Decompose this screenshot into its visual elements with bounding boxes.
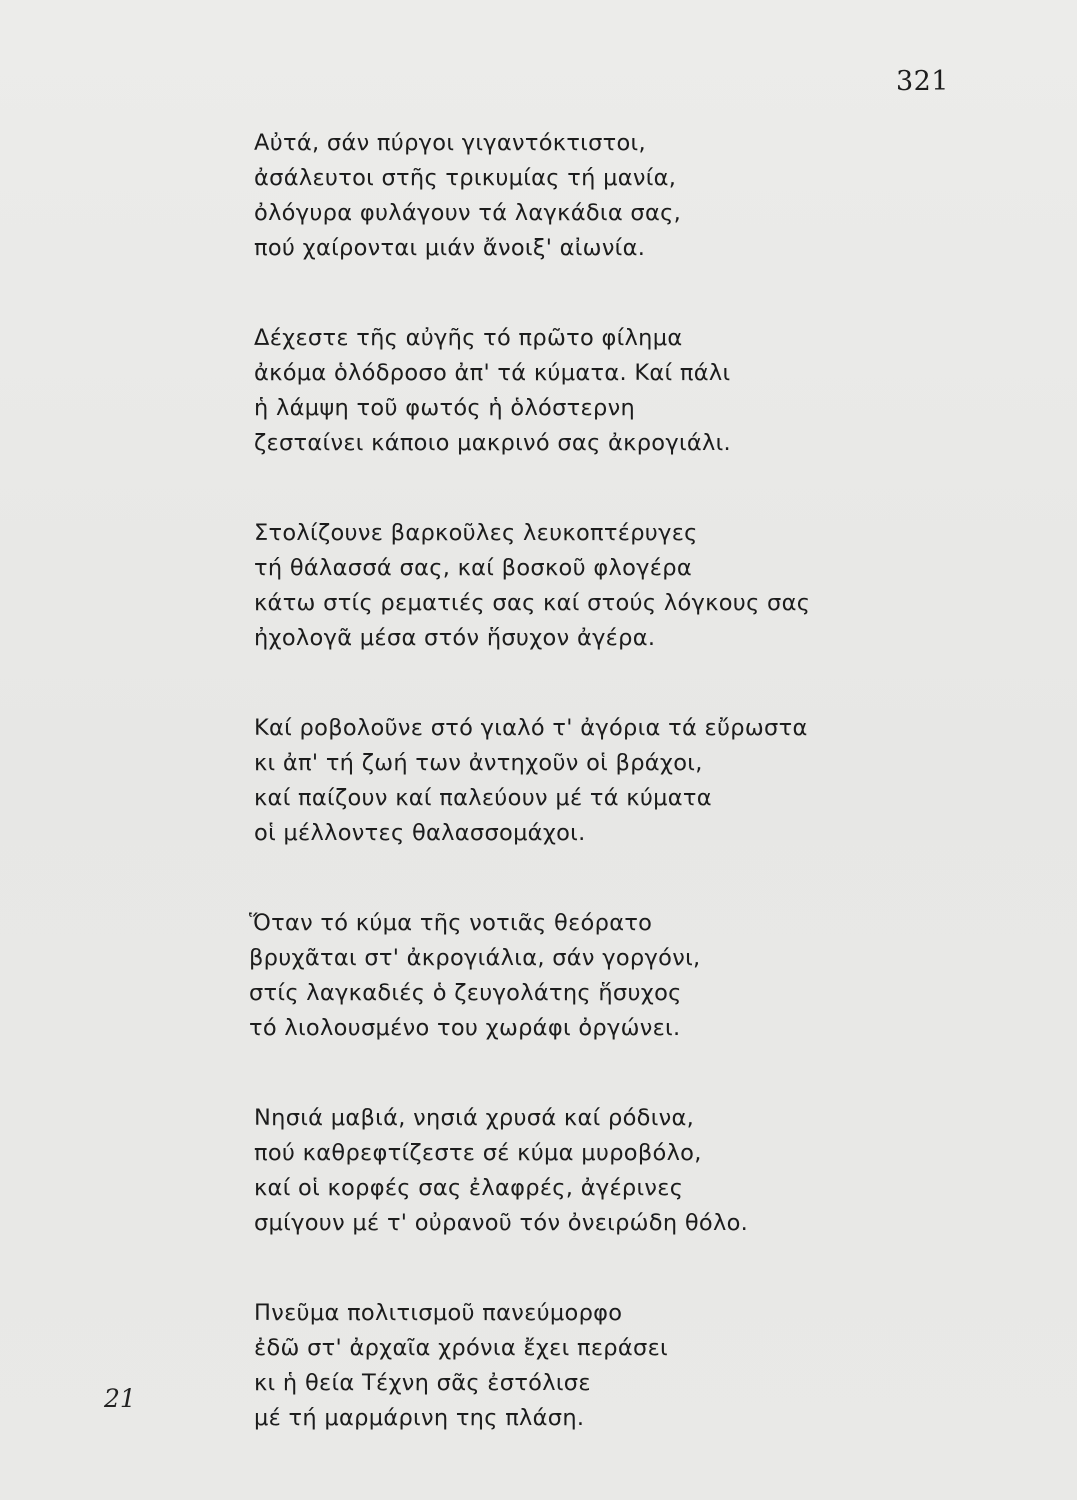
stanza-4 — [254, 711, 914, 851]
poem-line: Ὅταν τό κύμα τῆς νοτιᾶς θεόρατο — [249, 910, 653, 936]
poem-line: οἱ μέλλοντες θαλασσομάχοι. — [254, 820, 586, 846]
page-number: 321 — [895, 66, 949, 97]
stanza-5 — [249, 906, 914, 1046]
poem-line: ζεσταίνει κάποιο μακρινό σας ἀκρογιάλι. — [254, 430, 732, 456]
stanza-6 — [254, 1101, 914, 1241]
poem-line: ἠχολογᾶ μέσα στόν ἥσυχον ἀγέρα. — [254, 625, 656, 651]
poem-line: σμίγουν μέ τ' οὐρανοῦ τόν ὀνειρώδη θόλο. — [254, 1210, 749, 1236]
stanza-2 — [254, 321, 914, 461]
poem-line: καί παίζουν καί παλεύουν μέ τά κύματα — [254, 785, 712, 811]
poem-line: ἡ λάμψη τοῦ φωτός ἡ ὁλόστερνη — [254, 395, 636, 421]
poem-line: ἐδῶ στ' ἀρχαῖα χρόνια ἔχει περάσει — [254, 1335, 668, 1361]
stanza-3 — [254, 516, 914, 656]
stanza-7 — [254, 1296, 914, 1436]
poem-line: βρυχᾶται στ' ἀκρογιάλια, σάν γοργόνι, — [249, 945, 701, 971]
poem-line: μέ τή μαρμάρινη της πλάση. — [254, 1405, 585, 1431]
poem-line: Νησιά μαβιά, νησιά χρυσά καί ρόδινα, — [254, 1105, 695, 1131]
signature-mark: 21 — [104, 1384, 136, 1413]
poem-line: Αὐτά, σάν πύργοι γιγαντόκτιστοι, — [254, 130, 646, 156]
poem-line: τό λιολουσμένο του χωράφι ὀργώνει. — [249, 1015, 681, 1041]
poem-line: Στολίζουνε βαρκοῦλες λευκοπτέρυγες — [254, 520, 698, 546]
poem-line: Δέχεστε τῆς αὐγῆς τό πρῶτο φίλημα — [254, 325, 683, 351]
poem-line: Πνεῦμα πολιτισμοῦ πανεύμορφο — [254, 1300, 623, 1326]
poem-line: κι ἡ θεία Τέχνη σᾶς ἐστόλισε — [254, 1370, 591, 1396]
poem-line: τή θάλασσά σας, καί βοσκοῦ φλογέρα — [254, 555, 692, 581]
poem-line: κάτω στίς ρεματιές σας καί στούς λόγκους σας — [254, 590, 811, 616]
poem-line: ἀκόμα ὁλόδροσο ἀπ' τά κύματα. Καί πάλι — [254, 360, 731, 386]
poem-line: πού χαίρονται μιάν ἄνοιξ' αἰωνία. — [254, 235, 646, 261]
poem-line: ὀλόγυρα φυλάγουν τά λαγκάδια σας, — [254, 200, 682, 226]
poem-line: πού καθρεφτίζεστε σέ κύμα μυροβόλο, — [254, 1140, 702, 1166]
poem — [249, 126, 914, 1436]
poem-line: κι ἀπ' τή ζωή των ἀντηχοῦν οἱ βράχοι, — [254, 750, 703, 776]
poem-line: Καί ροβολοῦνε στό γιαλό τ' ἀγόρια τά εὔρωστα — [254, 715, 808, 741]
poem-line: καί οἱ κορφές σας ἐλαφρές, ἀγέρινες — [254, 1175, 684, 1201]
stanza-1 — [254, 126, 914, 266]
poem-line: στίς λαγκαδιές ὁ ζευγολάτης ἥσυχος — [249, 980, 682, 1006]
poem-line: ἀσάλευτοι στῆς τρικυμίας τή μανία, — [254, 165, 677, 191]
